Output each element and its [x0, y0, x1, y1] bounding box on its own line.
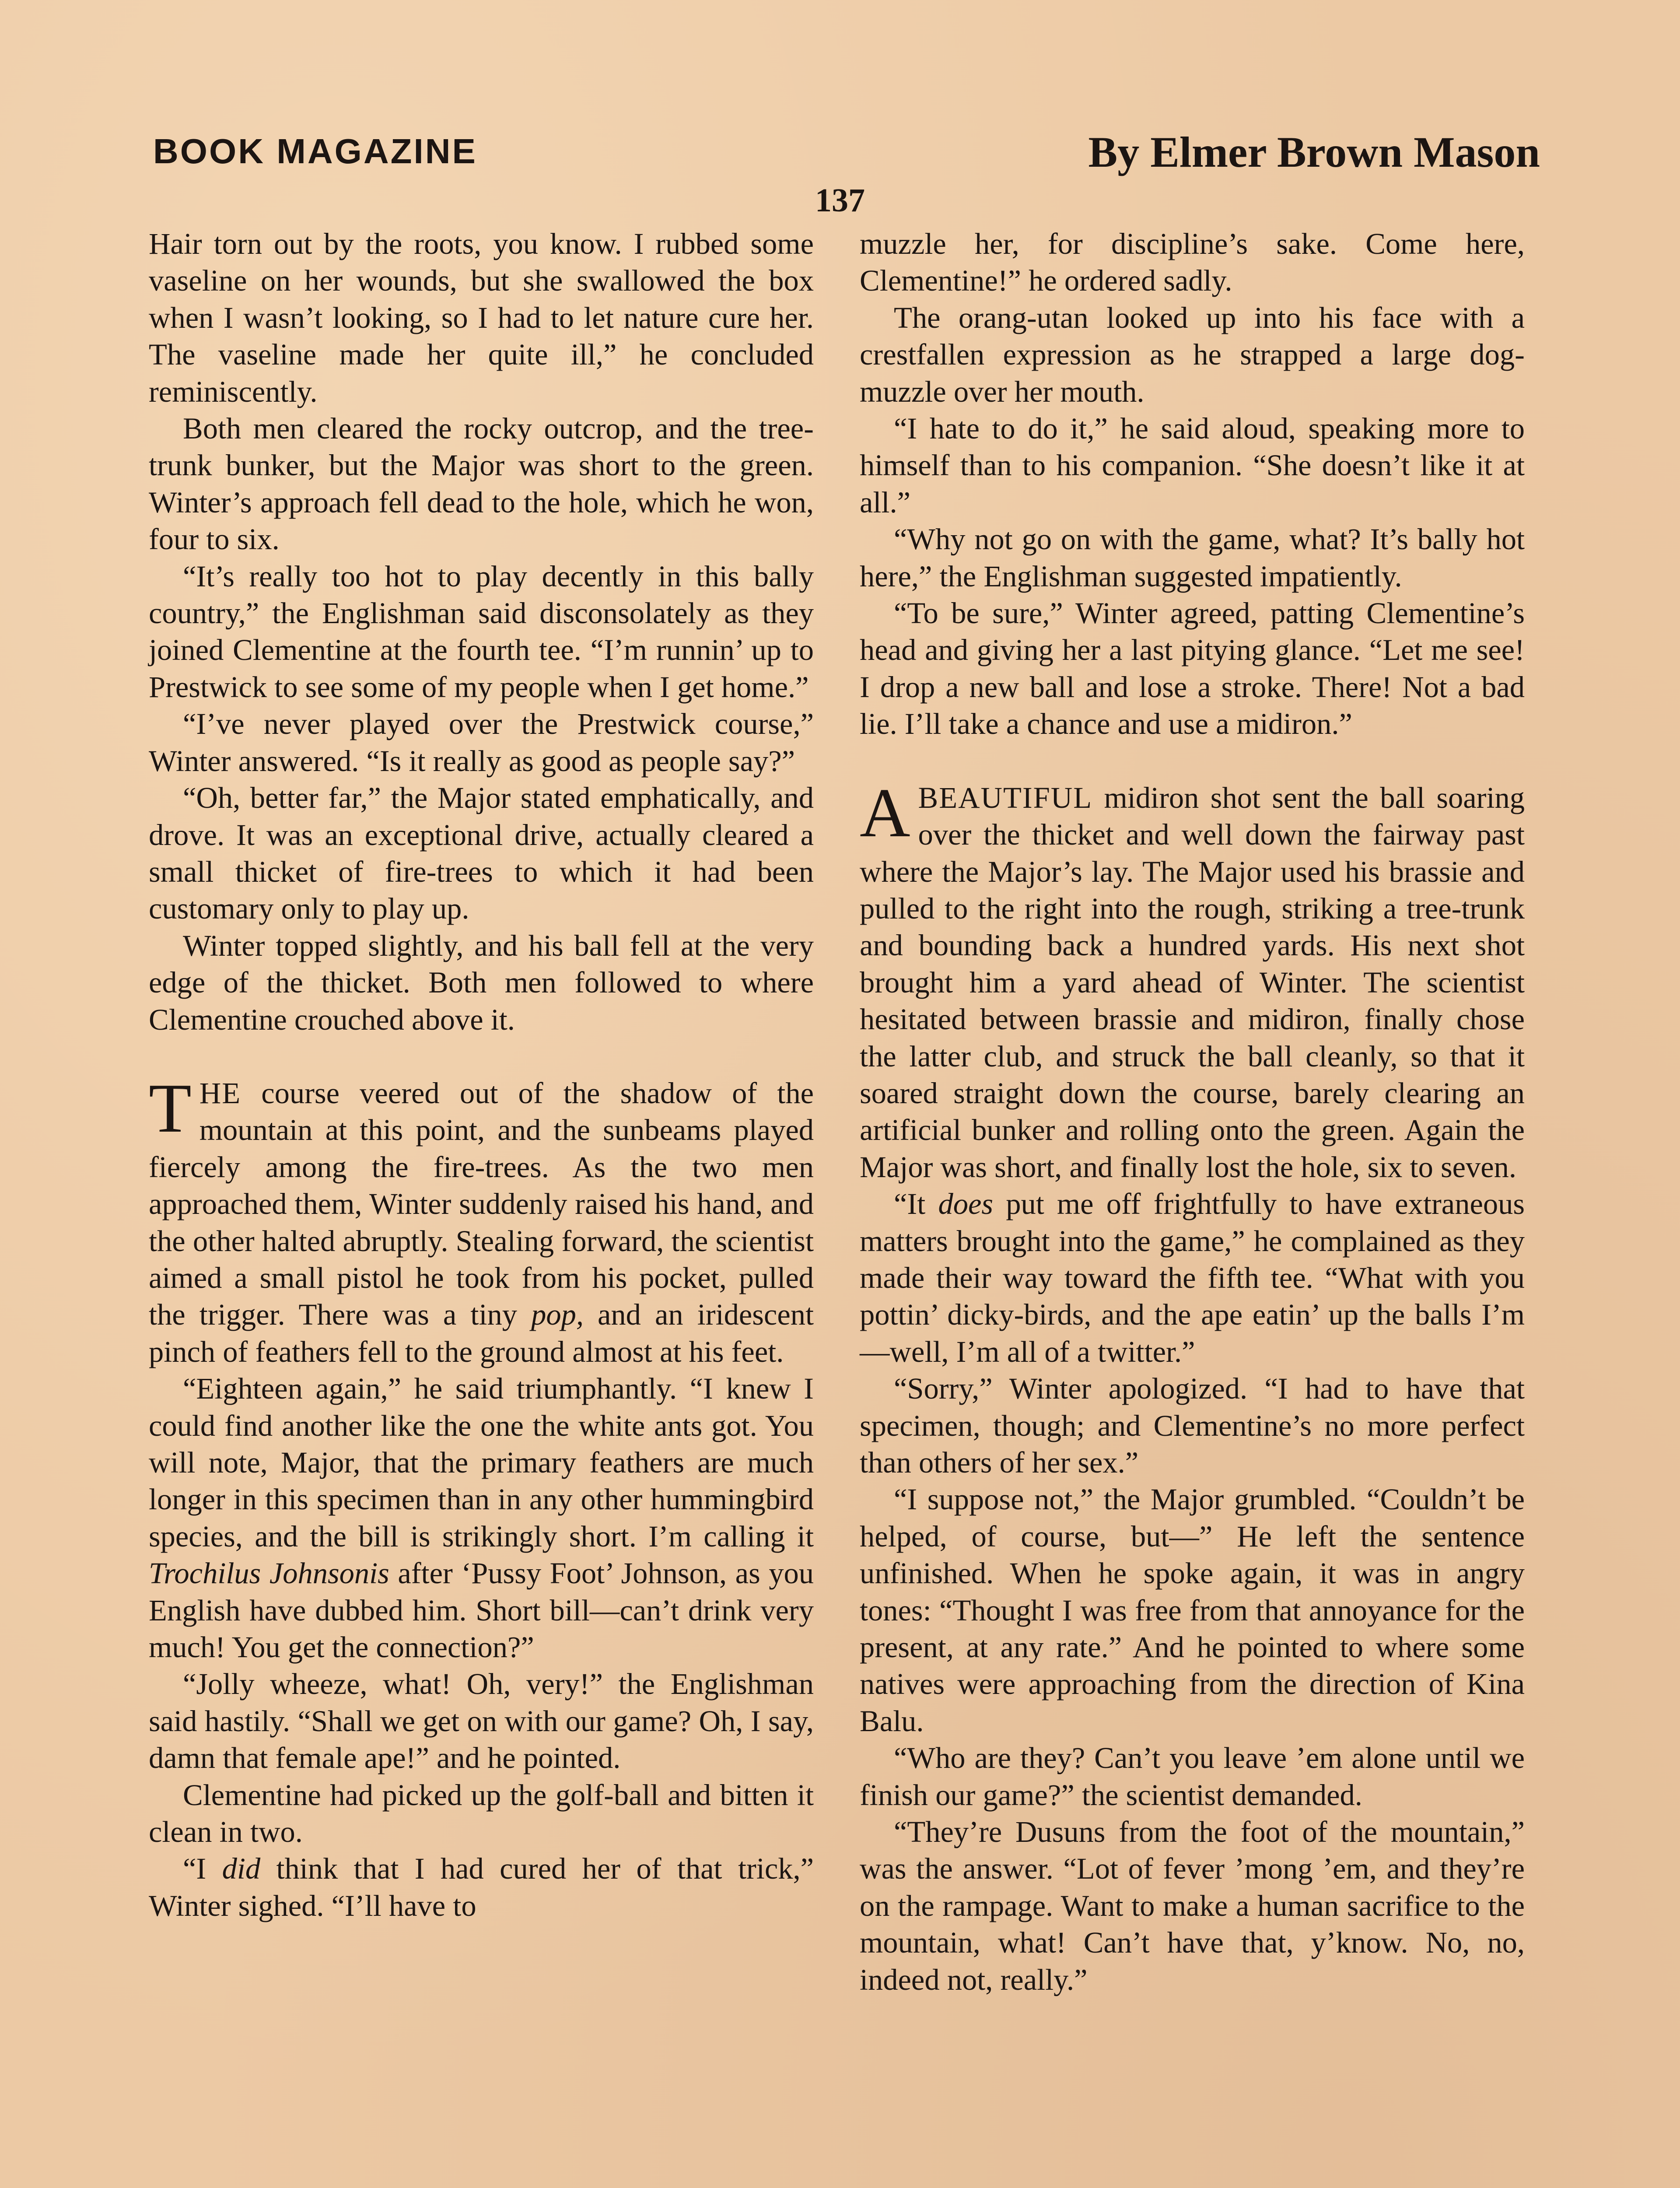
- paragraph: Hair torn out by the roots, you know. I rubbed some vaseline on her wounds, but she swallowed the box when I wasn’t looking, so I had to let nature cure her. The vaseline made her quite ill,” he concluded reminiscently.: [149, 227, 814, 408]
- paragraph-text: after ‘Pussy Foot’ Johnson, as you English have dubbed him. Short bill—can’t drink very much! You get the connection?”: [149, 1557, 814, 1664]
- drop-cap: T: [149, 1069, 192, 1147]
- paragraph: “To be sure,” Winter agreed, patting Clementine’s head and giving her a last pitying glance. “Let me see! I drop a new ball and lose a stroke. There! Not a bad lie. I’ll take a chance and use a midiron.”: [860, 596, 1525, 741]
- paragraph-text: put me off frightfully to have extraneous matters brought into the game,” he complained as they made their way toward the fifth tee. “What with you pottin’ dicky-birds, and the ape eatin’ up the balls I’m—well, I’m all of a twitter.”: [860, 1187, 1525, 1368]
- paragraph: “Jolly wheeze, what! Oh, very!” the Englishman said hastily. “Shall we get on with our game? Oh, I say, damn that female ape!” and he pointed.: [149, 1667, 814, 1775]
- paragraph: Winter topped slightly, and his ball fell at the very edge of the thicket. Both men followed to where Clementine crouched above it.: [149, 929, 814, 1036]
- italic-text: does: [938, 1187, 993, 1221]
- paragraph-text: “Eighteen again,” he said triumphantly. “I knew I could find another like the one the white ants got. You will note, Major, that the primary feathers are much longer in this specimen than in any other hummingbird species, and the bill is strikingly short. I’m calling it: [149, 1372, 814, 1553]
- paragraph-text: “It: [894, 1187, 926, 1221]
- paragraph-text: course veered out of the shadow of the mountain at this point, and the sunbeams played fiercely among the fire-trees. As the two men approached them, Winter suddenly raised his hand, and the other halted abruptly. Stealing forward, the scientist aimed a small pistol he took from his pocket, pulled the trigger. There was a tiny: [149, 1076, 814, 1332]
- paragraph: “I hate to do it,” he said aloud, speaking more to himself than to his companion. “She doesn’t like it at all.”: [860, 412, 1525, 519]
- paragraph: “Oh, better far,” the Major stated emphatically, and drove. It was an exceptional drive, actually cleared a small thicket of fire-trees to which it had been customary only to play up.: [149, 781, 814, 926]
- lead-in-text: BEAUTIFUL: [918, 781, 1093, 814]
- italic-text: pop,: [531, 1298, 584, 1332]
- paragraph: Both men cleared the rocky outcrop, and the tree-trunk bunker, but the Major was short to the green. Winter’s approach fell dead to the hole, which he won, four to six.: [149, 412, 814, 556]
- section-break: [149, 1038, 814, 1075]
- section-opening-paragraph: [860, 773, 1525, 1185]
- right-column: [860, 225, 1525, 1998]
- magazine-title: BOOK MAGAZINE: [153, 132, 477, 171]
- italic-text: Trochilus Johnsonis: [149, 1557, 389, 1590]
- paragraph: “I’ve never played over the Prestwick course,” Winter answered. “Is it really as good as people say?”: [149, 707, 814, 778]
- paragraph: “It’s really too hot to play decently in this bally country,” the Englishman said disconsolately as they joined Clementine at the fourth tee. “I’m runnin’ up to Prestwick to see some of my people when I get home.”: [149, 559, 814, 704]
- paragraph-text: midiron shot sent the ball soaring over the thicket and well down the fairway past where the Major’s lay. The Major used his brassie and pulled to the right into the rough, striking a tree-trunk and bounding back a hundred yards. His next shot brought him a yard ahead of Winter. The scientist hesitated between brassie and midiron, finally chose the latter club, and struck the ball cleanly, so that it soared straight down the course, barely clearing an artificial bunker and rolling onto the green. Again the Major was short, and finally lost the hole, six to seven.: [860, 781, 1525, 1184]
- section-break: [860, 743, 1525, 779]
- paragraph: “I suppose not,” the Major grumbled. “Couldn’t be helped, of course, but—” He left the sentence unfinished. When he spoke again, it was in angry tones: “Thought I was free from that annoyance for the present, at any rate.” And he pointed to where some natives were approaching from the direction of Kina Balu.: [860, 1483, 1525, 1738]
- paragraph: [149, 1370, 814, 1666]
- page-number: 137: [815, 182, 865, 219]
- paragraph-text: “I: [183, 1852, 206, 1886]
- drop-cap: A: [860, 773, 910, 852]
- italic-text: did: [222, 1852, 261, 1886]
- paragraph: “Why not go on with the game, what? It’s bally hot here,” the Englishman suggested impatiently.: [860, 522, 1525, 593]
- paragraph: [149, 1850, 814, 1924]
- paragraph: “Who are they? Can’t you leave ’em alone until we finish our game?” the scientist demanded.: [860, 1741, 1525, 1812]
- paragraph: muzzle her, for discipline’s sake. Come here, Clementine!” he ordered sadly.: [860, 227, 1525, 298]
- paragraph: “Sorry,” Winter apologized. “I had to have that specimen, though; and Clementine’s no more perfect than others of her sex.”: [860, 1372, 1525, 1479]
- paragraph: The orang-utan looked up into his face with a crestfallen expression as he strapped a large dog-muzzle over her mouth.: [860, 301, 1525, 408]
- paragraph: Clementine had picked up the golf-ball and bitten it clean in two.: [149, 1778, 814, 1849]
- author-byline: By Elmer Brown Mason: [1088, 128, 1540, 176]
- paragraph-text: think that I had cured her of that trick,” Winter sighed. “I’ll have to: [149, 1852, 814, 1922]
- lead-in-text: HE: [199, 1076, 242, 1110]
- left-column: [149, 225, 814, 1924]
- paragraph: [860, 1185, 1525, 1370]
- paragraph-text: and an iridescent pinch of feathers fell to the ground almost at his feet.: [149, 1298, 814, 1368]
- paragraph: “They’re Dusuns from the foot of the mountain,” was the answer. “Lot of fever ’mong ’em, and they’re on the rampage. Want to make a human sacrifice to the mountain, what! Can’t have that, y’know. No, no, indeed not, really.”: [860, 1815, 1525, 1996]
- section-opening-paragraph: [149, 1069, 814, 1370]
